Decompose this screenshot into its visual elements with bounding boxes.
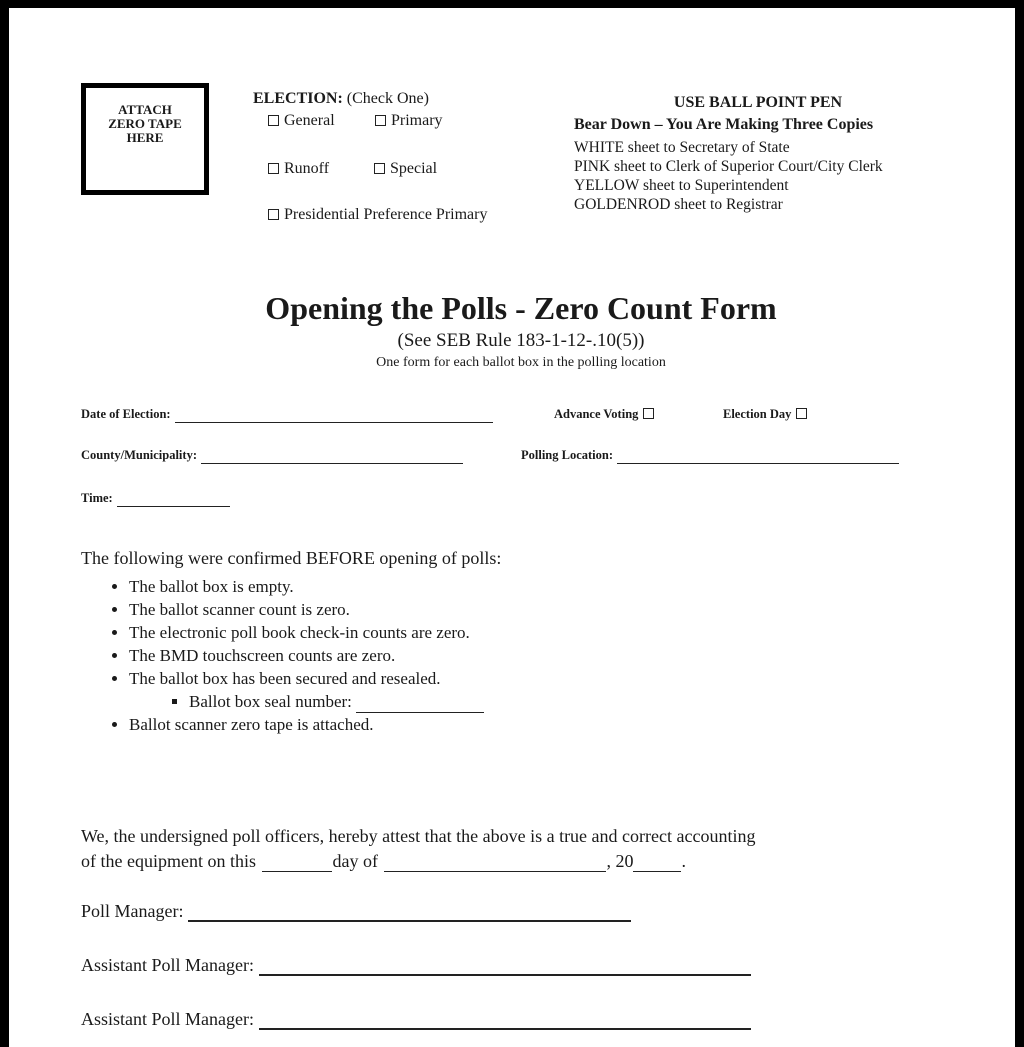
attest-line-2 bbox=[81, 851, 686, 872]
advance-voting-checkbox[interactable] bbox=[643, 408, 654, 419]
polling-row bbox=[521, 446, 899, 464]
attest-text: , 20 bbox=[606, 851, 634, 871]
copy-line: PINK sheet to Clerk of Superior Court/City Clerk bbox=[574, 158, 883, 175]
presidential-checkbox[interactable] bbox=[268, 209, 279, 220]
copy-line: GOLDENROD sheet to Registrar bbox=[574, 196, 783, 213]
copies-subheading: Bear Down – You Are Making Three Copies bbox=[574, 116, 874, 133]
year-field[interactable] bbox=[633, 856, 681, 872]
assistant-manager-signature-field[interactable] bbox=[259, 957, 751, 976]
signature-label: Assistant Poll Manager: bbox=[81, 955, 254, 975]
county-field[interactable] bbox=[201, 448, 463, 464]
seal-number-label: Ballot box seal number: bbox=[189, 692, 352, 711]
copies-list bbox=[574, 138, 883, 214]
checklist bbox=[107, 575, 484, 736]
election-label: ELECTION: bbox=[253, 90, 343, 107]
pen-heading: USE BALL POINT PEN bbox=[673, 94, 843, 111]
sub-list bbox=[129, 690, 484, 713]
time-label: Time: bbox=[81, 491, 113, 505]
checklist-intro: The following were confirmed BEFORE opening of polls: bbox=[81, 548, 502, 568]
month-field[interactable] bbox=[384, 856, 606, 872]
option-label: Runoff bbox=[284, 160, 330, 177]
copy-line: YELLOW sheet to Superintendent bbox=[574, 177, 789, 194]
election-option-presidential[interactable] bbox=[268, 206, 487, 224]
attach-zero-tape-box bbox=[81, 83, 209, 195]
attest-text: day of bbox=[332, 851, 378, 871]
signature-row bbox=[81, 955, 751, 976]
polling-label: Polling Location: bbox=[521, 448, 614, 462]
election-option-primary[interactable] bbox=[375, 112, 443, 130]
assistant-manager-signature-field[interactable] bbox=[259, 1011, 751, 1030]
attach-line: ZERO TAPE bbox=[108, 116, 182, 131]
election-option-special[interactable] bbox=[374, 160, 437, 178]
runoff-checkbox[interactable] bbox=[268, 163, 279, 174]
signature-label: Poll Manager: bbox=[81, 901, 184, 921]
election-day-label: Election Day bbox=[723, 407, 792, 421]
attest-text: of the equipment on this bbox=[81, 851, 256, 871]
county-label: County/Municipality: bbox=[81, 448, 197, 462]
copy-line: WHITE sheet to Secretary of State bbox=[574, 139, 790, 156]
attach-line: HERE bbox=[126, 130, 164, 145]
special-checkbox[interactable] bbox=[374, 163, 385, 174]
advance-voting-option[interactable] bbox=[554, 405, 654, 423]
list-item: • The electronic poll book check-in counts are zero. bbox=[129, 621, 484, 644]
attest-line-1: We, the undersigned poll officers, hereby attest that the above is a true and correct accounting bbox=[81, 826, 756, 846]
general-checkbox[interactable] bbox=[268, 115, 279, 126]
list-item: • The ballot scanner count is zero. bbox=[129, 598, 484, 621]
list-item bbox=[129, 667, 484, 713]
option-label: Presidential Preference Primary bbox=[284, 206, 488, 223]
election-instruction: (Check One) bbox=[346, 90, 429, 107]
date-label: Date of Election: bbox=[81, 407, 171, 421]
county-row bbox=[81, 446, 463, 464]
attest-text: . bbox=[681, 851, 686, 871]
polling-field[interactable] bbox=[617, 448, 899, 464]
form-note: One form for each ballot box in the polling location bbox=[376, 355, 666, 370]
option-label: Special bbox=[390, 160, 438, 177]
signature-row bbox=[81, 1009, 751, 1030]
election-day-option[interactable] bbox=[723, 405, 807, 423]
seal-number-field[interactable] bbox=[356, 697, 484, 713]
election-heading bbox=[253, 90, 429, 108]
signature-label: Assistant Poll Manager: bbox=[81, 1009, 254, 1029]
form-title: Opening the Polls - Zero Count Form bbox=[265, 290, 777, 326]
form-subtitle: (See SEB Rule 183-1-12-.10(5)) bbox=[397, 330, 645, 351]
election-option-runoff[interactable] bbox=[268, 160, 329, 178]
date-row bbox=[81, 405, 493, 423]
time-row bbox=[81, 489, 230, 507]
date-field[interactable] bbox=[175, 407, 493, 423]
primary-checkbox[interactable] bbox=[375, 115, 386, 126]
day-field[interactable] bbox=[262, 856, 332, 872]
advance-label: Advance Voting bbox=[554, 407, 639, 421]
list-item: • The BMD touchscreen counts are zero. bbox=[129, 644, 484, 667]
option-label: General bbox=[284, 112, 335, 129]
seal-number-row bbox=[189, 690, 484, 713]
attach-line: ATTACH bbox=[118, 102, 172, 117]
time-field[interactable] bbox=[117, 491, 230, 507]
list-item: • The ballot box is empty. bbox=[129, 575, 484, 598]
election-day-checkbox[interactable] bbox=[796, 408, 807, 419]
poll-manager-signature-field[interactable] bbox=[188, 903, 631, 922]
election-option-general[interactable] bbox=[268, 112, 335, 130]
option-label: Primary bbox=[391, 112, 443, 129]
list-item-text: The ballot box has been secured and resealed. bbox=[129, 669, 441, 688]
signature-row bbox=[81, 901, 631, 922]
list-item: • Ballot scanner zero tape is attached. bbox=[129, 713, 484, 736]
